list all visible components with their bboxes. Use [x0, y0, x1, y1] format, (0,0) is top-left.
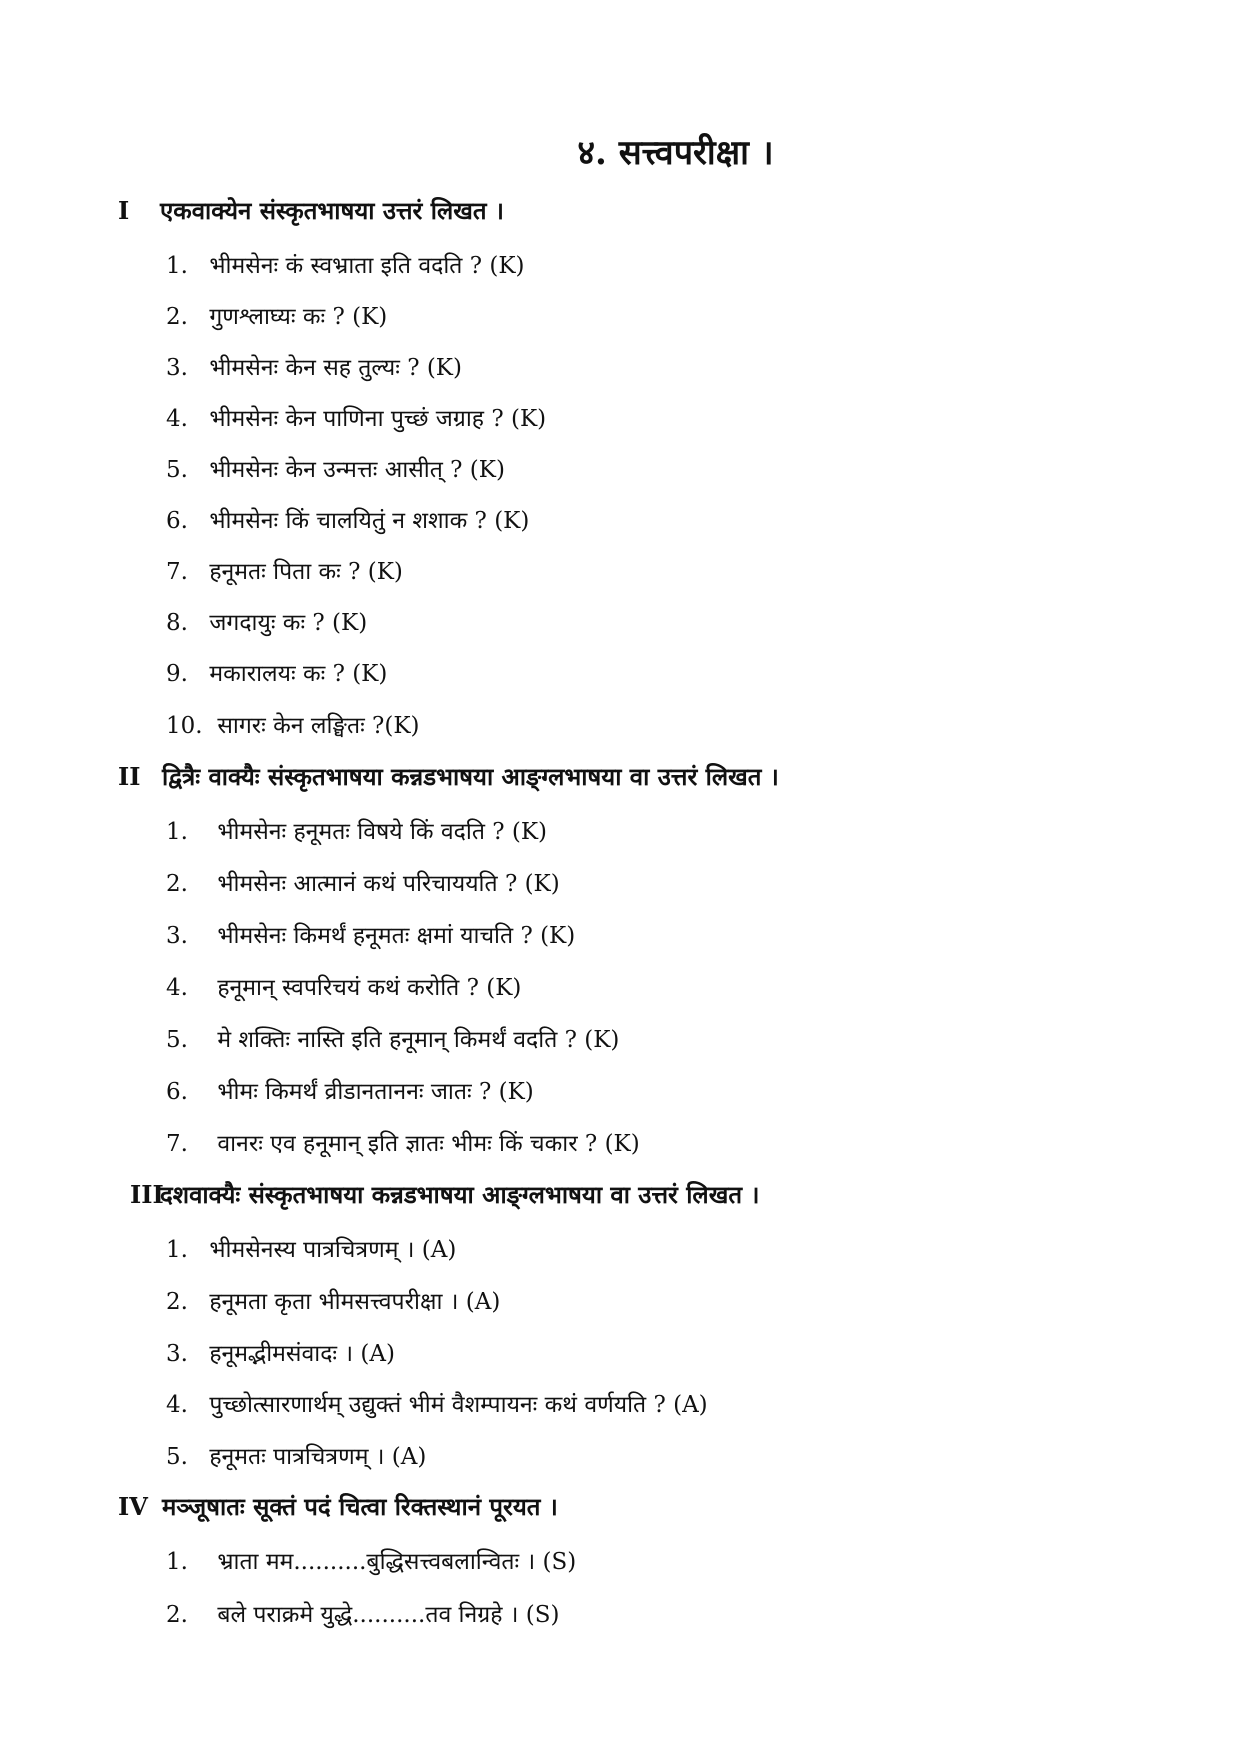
page-title: ४. सत्त्वपरीक्षा ।	[577, 133, 774, 173]
question-item: 1. भीमसेनः कं स्वभ्राता इति वदति ? (K)	[166, 253, 525, 279]
question-item: 5. भीमसेनः केन उन्मत्तः आसीत् ? (K)	[166, 457, 505, 483]
question-item: 3. भीमसेनः केन सह तुल्यः ? (K)	[166, 355, 462, 381]
question-item: 4. पुच्छोत्सारणार्थम् उद्युक्तं भीमं वैशम्पायनः कथं वर्णयति ? (A)	[166, 1392, 708, 1418]
question-item: 2. भीमसेनः आत्मानं कथं परिचाययति ? (K)	[166, 871, 560, 897]
question-item: 3. भीमसेनः किमर्थं हनूमतः क्षमां याचति ? (K)	[166, 923, 576, 949]
question-item: 5. हनूमतः पात्रचित्रणम् । (A)	[166, 1444, 427, 1470]
question-item: 2. गुणश्लाघ्यः कः ? (K)	[166, 304, 388, 330]
question-item: 1. भ्राता मम..........बुद्धिसत्त्वबलान्वितः । (S)	[166, 1549, 577, 1575]
question-item: 2. हनूमता कृता भीमसत्त्वपरीक्षा । (A)	[166, 1289, 501, 1315]
section-heading-4	[118, 1490, 558, 1523]
question-item: 10. सागरः केन लङ्घितः ?(K)	[166, 713, 420, 739]
section-numeral: I	[118, 196, 130, 225]
section-heading-1	[118, 194, 504, 227]
section-instruction: दशवाक्यैः संस्कृतभाषया कन्नडभाषया आङ्ग्लभाषया वा उत्तरं लिखत ।	[160, 1180, 760, 1209]
question-item: 1. भीमसेनः हनूमतः विषये किं वदति ? (K)	[166, 819, 548, 845]
section-heading-3	[130, 1178, 759, 1211]
question-item: 5. मे शक्तिः नास्ति इति हनूमान् किमर्थं वदति ? (K)	[166, 1027, 620, 1053]
question-item: 6. भीमसेनः किं चालयितुं न शशाक ? (K)	[166, 508, 530, 534]
section-instruction: द्वित्रैः वाक्यैः संस्कृतभाषया कन्नडभाषया आङ्ग्लभाषया वा उत्तरं लिखत ।	[162, 762, 779, 791]
question-item: 9. मकारालयः कः ? (K)	[166, 661, 388, 687]
question-item: 7. वानरः एव हनूमान् इति ज्ञातः भीमः किं चकार ? (K)	[166, 1131, 640, 1157]
question-item: 8. जगदायुः कः ? (K)	[166, 610, 368, 636]
question-item: 7. हनूमतः पिता कः ? (K)	[166, 559, 403, 585]
section-numeral: II	[118, 762, 141, 791]
question-item: 4. हनूमान् स्वपरिचयं कथं करोति ? (K)	[166, 975, 522, 1001]
question-item: 4. भीमसेनः केन पाणिना पुच्छं जग्राह ? (K)	[166, 406, 547, 432]
question-item: 2. बले पराक्रमे युद्धे..........तव निग्रहे । (S)	[166, 1602, 560, 1628]
section-instruction: एकवाक्येन संस्कृतभाषया उत्तरं लिखत ।	[160, 196, 504, 225]
question-item: 1. भीमसेनस्य पात्रचित्रणम् । (A)	[166, 1237, 457, 1263]
section-numeral: IV	[118, 1492, 148, 1521]
question-item: 3. हनूमद्भीमसंवादः । (A)	[166, 1341, 395, 1367]
question-item: 6. भीमः किमर्थं व्रीडानताननः जातः ? (K)	[166, 1079, 534, 1105]
section-numeral: III	[130, 1180, 164, 1209]
section-instruction: मञ्जूषातः सूक्तं पदं चित्वा रिक्तस्थानं पूरयत ।	[162, 1492, 558, 1521]
section-heading-2	[118, 760, 779, 793]
